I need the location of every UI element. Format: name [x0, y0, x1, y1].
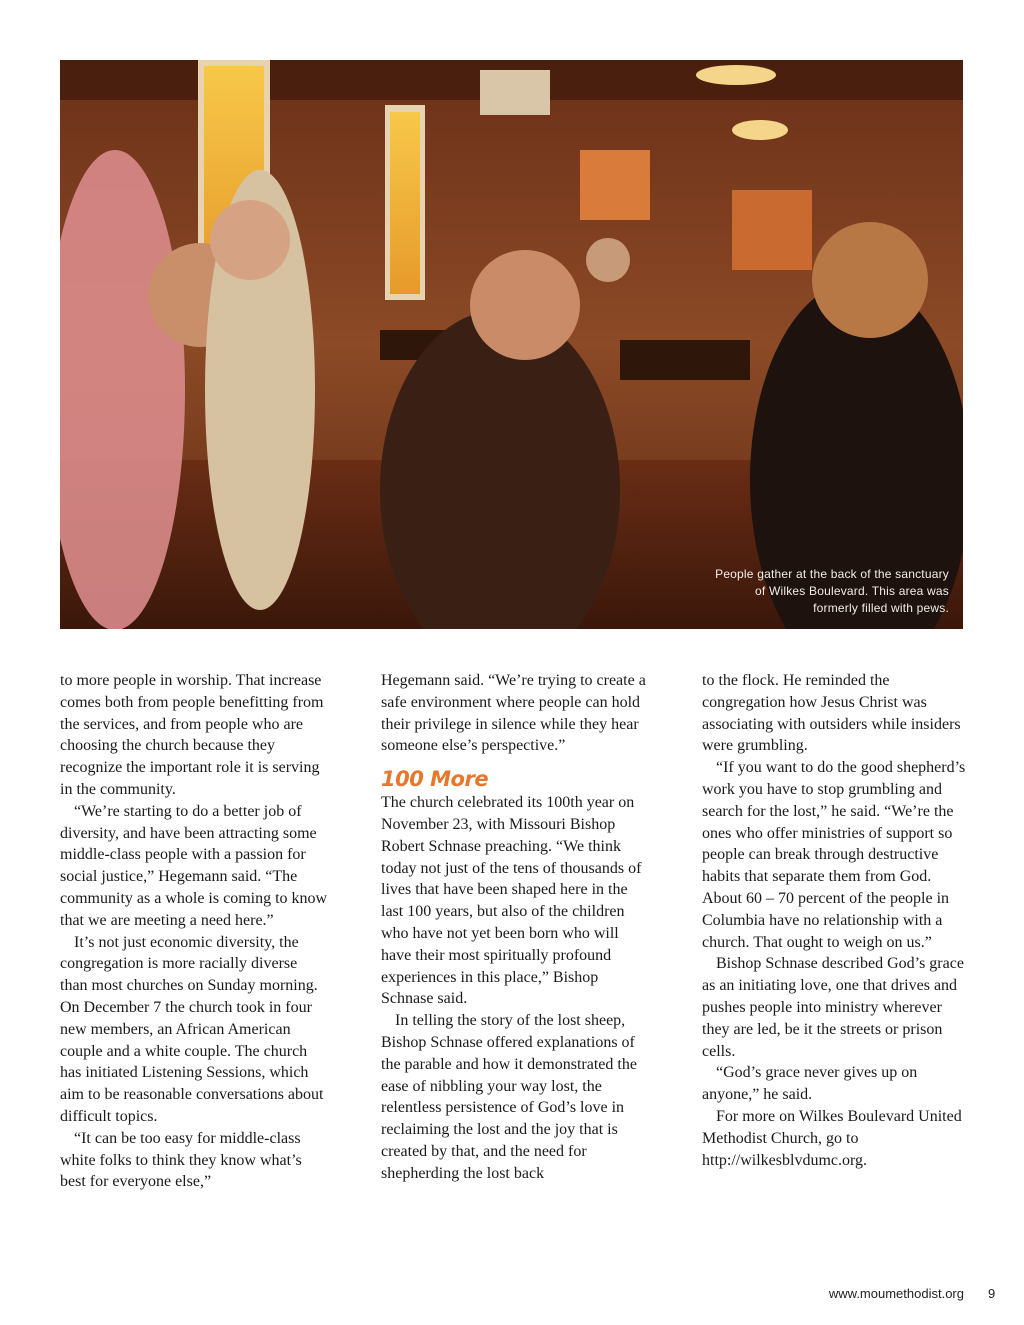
paragraph: “God’s grace never gives up on anyone,” he said.: [702, 1064, 918, 1104]
paragraph: For more on Wilkes Boulevard United Methodist Church, go to http://wilkesblvdumc.org.: [702, 1107, 962, 1169]
paragraph: to more people in worship. That increase comes both from people benefitting from the services, and from people who are choosing the church because they recognize the important role it is serving in the community.: [60, 672, 324, 798]
paragraph: “It can be too easy for middle-class white folks to think they know what’s best for everyone else,”: [60, 1129, 302, 1191]
article-column-2: [381, 670, 649, 1185]
page-number: 9: [988, 1286, 996, 1301]
article-column-3: [702, 670, 970, 1171]
paragraph: The church celebrated its 100th year on November 23, with Missouri Bishop Robert Schnase preaching. “We think today not just of the tens of thousands of lives that have been shaped here in the last 100 years, but also of the children who have not yet been born who will have their most spiritually profound experiences in this place,” Bishop Schnase said.: [381, 794, 642, 1008]
photo-caption: People gather at the back of the sanctuary of Wilkes Boulevard. This area was formerly filled with pews.: [715, 567, 949, 615]
paragraph: to the flock. He reminded the congregation how Jesus Christ was associating with outsiders while insiders were grumbling.: [702, 672, 961, 755]
section-subhead: 100 More: [381, 767, 489, 792]
paragraph: “If you want to do the good shepherd’s work you have to stop grumbling and search for the lost,” he said. “We’re the ones who offer ministries of support so people can break through destructive habits that separate them from God. About 60 – 70 percent of the people in Columbia have no relationship with a church. That ought to weigh on us.”: [702, 759, 966, 951]
paragraph: In telling the story of the lost sheep, Bishop Schnase offered explanations of the parable and how it demonstrated the ease of nibbling your way lost, the relentless persistence of God’s love in reclaiming the lost and the joy that is created by that, and the need for shepherding the lost back: [381, 1012, 637, 1182]
paragraph: It’s not just economic diversity, the congregation is more racially diverse than most churches on Sunday morning. On December 7 the church took in four new members, an African American couple and a white couple. The church has initiated Listening Sessions, which aim to be reasonable conversations about difficult topics.: [60, 933, 324, 1125]
photo-illustration: [60, 60, 963, 629]
article-column-1: [60, 670, 328, 1193]
paragraph: “We’re starting to do a better job of diversity, and have been attracting some middle-class people with a passion for social justice,” Hegemann said. “The community as a whole is coming to know that we are meeting a need here.”: [60, 802, 328, 929]
footer-url[interactable]: www.moumethodist.org: [828, 1286, 964, 1301]
paragraph: Hegemann said. “We’re trying to create a safe environment where people can hold their privilege in silence while they hear someone else’s perspective.”: [381, 672, 646, 755]
paragraph: Bishop Schnase described God’s grace as an initiating love, one that drives and pushes people into ministry wherever they are led, be it the streets or prison cells.: [702, 955, 964, 1060]
feature-photo: [60, 60, 963, 629]
